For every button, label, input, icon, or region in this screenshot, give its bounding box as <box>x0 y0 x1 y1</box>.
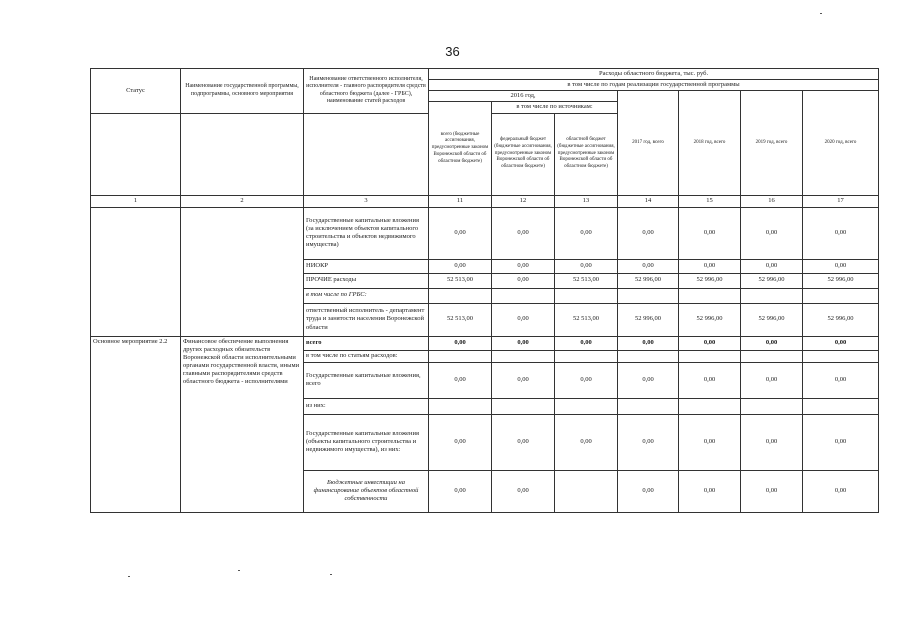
value-cell: 0,00 <box>803 414 879 470</box>
value-cell: 0,00 <box>679 414 741 470</box>
value-cell: 0,00 <box>492 207 555 259</box>
row-label: ответственный исполнитель - департамент труда и занятости населения Воронежской области <box>304 303 429 336</box>
value-cell <box>618 288 679 303</box>
scan-speck <box>128 576 130 577</box>
value-cell: 0,00 <box>492 362 555 398</box>
row-label: всего <box>304 336 429 350</box>
value-cell <box>679 288 741 303</box>
value-cell: 0,00 <box>618 414 679 470</box>
value-cell: 0,00 <box>555 336 618 350</box>
header-col-2017: 2017 год, всего <box>618 91 679 195</box>
value-cell: 0,00 <box>555 362 618 398</box>
row-label: в том числе по статьям расходов: <box>304 350 429 362</box>
value-cell: 0,00 <box>492 273 555 288</box>
row-label: Государственные капитальные вложения, всего <box>304 362 429 398</box>
value-cell: 0,00 <box>429 470 492 512</box>
value-cell: 0,00 <box>429 414 492 470</box>
value-cell <box>429 398 492 414</box>
scan-speck <box>330 574 332 575</box>
header-by-years: в том числе по годам реализации государственной программы <box>429 80 879 91</box>
value-cell: 0,00 <box>741 336 803 350</box>
value-cell: 52 996,00 <box>679 273 741 288</box>
value-cell <box>803 398 879 414</box>
header-year-2016: 2016 год, <box>429 91 618 102</box>
header-col-federal: федеральный бюджет (бюджетные ассигнования, предусмотренные законом Воронежской области об областном бюджете) <box>492 113 555 195</box>
value-cell: 52 996,00 <box>803 273 879 288</box>
value-cell <box>492 288 555 303</box>
value-cell: 0,00 <box>555 414 618 470</box>
column-number: 12 <box>492 195 555 207</box>
scan-speck <box>238 570 240 571</box>
value-cell: 0,00 <box>618 362 679 398</box>
header-col-2018: 2018 год, всего <box>679 91 741 195</box>
value-cell: 0,00 <box>679 336 741 350</box>
value-cell <box>492 398 555 414</box>
value-cell: 0,00 <box>803 259 879 273</box>
row-label: из них: <box>304 398 429 414</box>
header-col-2020: 2020 год, всего <box>803 91 879 195</box>
value-cell: 0,00 <box>803 336 879 350</box>
value-cell: 0,00 <box>741 470 803 512</box>
value-cell <box>429 288 492 303</box>
row-label: Государственные капитальные вложения (за исключением объектов капитального строительства и объектов недвижимого имущества) <box>304 207 429 259</box>
column-number: 15 <box>679 195 741 207</box>
value-cell: 52 996,00 <box>741 303 803 336</box>
column-numbers-row <box>91 195 879 207</box>
value-cell: 52 513,00 <box>429 273 492 288</box>
value-cell: 0,00 <box>679 259 741 273</box>
value-cell: 0,00 <box>803 207 879 259</box>
value-cell: 0,00 <box>741 259 803 273</box>
value-cell: 0,00 <box>429 259 492 273</box>
value-cell: 0,00 <box>492 470 555 512</box>
header-by-sources: в том числе по источникам: <box>492 102 618 113</box>
column-number: 2 <box>181 195 304 207</box>
value-cell: 0,00 <box>679 470 741 512</box>
value-cell: 0,00 <box>741 362 803 398</box>
value-cell: 52 513,00 <box>429 303 492 336</box>
row-label: НИОКР <box>304 259 429 273</box>
value-cell <box>618 398 679 414</box>
row-label: Государственные капитальные вложения (объекты капитального строительства и недвижимого имущества), из них: <box>304 414 429 470</box>
value-cell: 52 996,00 <box>803 303 879 336</box>
budget-table <box>90 68 879 513</box>
value-cell: 52 996,00 <box>618 273 679 288</box>
event-name: Финансовое обеспечение выполнения других расходных обязательств Воронежской области исполнительными органами государственной власти, иными главными распорядителями средств областного бюджета - исполнителями <box>181 336 304 512</box>
value-cell: 0,00 <box>803 470 879 512</box>
program-cell-empty <box>181 207 304 336</box>
value-cell: 0,00 <box>741 207 803 259</box>
column-number: 1 <box>91 195 181 207</box>
value-cell <box>618 350 679 362</box>
value-cell: 0,00 <box>618 207 679 259</box>
header-program-name: Наименование государственной программы, подпрограммы, основного мероприятия <box>181 69 304 114</box>
value-cell: 0,00 <box>492 414 555 470</box>
page-number: 36 <box>445 44 460 59</box>
value-cell: 0,00 <box>679 362 741 398</box>
value-cell: 52 996,00 <box>741 273 803 288</box>
value-cell: 0,00 <box>618 470 679 512</box>
value-cell: 0,00 <box>492 259 555 273</box>
column-number: 17 <box>803 195 879 207</box>
value-cell <box>741 398 803 414</box>
value-cell: 52 996,00 <box>679 303 741 336</box>
header-col-regional: областной бюджет (бюджетные ассигнования, предусмотренные законом Воронежской области об областном бюджете) <box>555 113 618 195</box>
row-label: в том числе по ГРБС: <box>304 288 429 303</box>
value-cell: 0,00 <box>618 259 679 273</box>
value-cell: 0,00 <box>555 207 618 259</box>
scan-speck <box>820 13 822 14</box>
value-cell: 0,00 <box>429 207 492 259</box>
value-cell <box>555 398 618 414</box>
value-cell: 0,00 <box>803 362 879 398</box>
column-number: 13 <box>555 195 618 207</box>
header-col-total-2016: всего (бюджетные ассигнования, предусмотренные законом Воронежской области об областном бюджете) <box>429 102 492 195</box>
value-cell: 0,00 <box>492 336 555 350</box>
value-cell <box>679 350 741 362</box>
value-cell <box>555 350 618 362</box>
value-cell: 52 513,00 <box>555 273 618 288</box>
value-cell <box>803 350 879 362</box>
value-cell: 0,00 <box>492 303 555 336</box>
value-cell: 0,00 <box>679 207 741 259</box>
column-number: 16 <box>741 195 803 207</box>
value-cell: 52 996,00 <box>618 303 679 336</box>
value-cell: 0,00 <box>618 336 679 350</box>
value-cell <box>555 470 618 512</box>
header-budget-title: Расходы областного бюджета, тыс. руб. <box>429 69 879 80</box>
value-cell <box>555 288 618 303</box>
value-cell <box>492 350 555 362</box>
row-label: ПРОЧИЕ расходы <box>304 273 429 288</box>
column-number: 3 <box>304 195 429 207</box>
event-status: Основное мероприятие 2.2 <box>91 336 181 512</box>
column-number: 14 <box>618 195 679 207</box>
row-label: Бюджетные инвестиции на финансирование объектов областной собственности <box>304 470 429 512</box>
table-row <box>91 336 879 350</box>
value-cell <box>679 398 741 414</box>
value-cell: 0,00 <box>429 336 492 350</box>
header-executor: Наименование ответственного исполнителя, исполнителя - главного распорядителя средств областного бюджета (далее - ГРБС), наименование статей расходов <box>304 69 429 114</box>
column-number: 11 <box>429 195 492 207</box>
header-col-2019: 2019 год, всего <box>741 91 803 195</box>
header-status: Статус <box>91 69 181 114</box>
value-cell <box>741 350 803 362</box>
value-cell: 52 513,00 <box>555 303 618 336</box>
value-cell <box>803 288 879 303</box>
value-cell: 0,00 <box>741 414 803 470</box>
table-row <box>91 207 879 259</box>
value-cell: 0,00 <box>555 259 618 273</box>
status-cell-empty <box>91 207 181 336</box>
value-cell <box>429 350 492 362</box>
value-cell: 0,00 <box>429 362 492 398</box>
value-cell <box>741 288 803 303</box>
